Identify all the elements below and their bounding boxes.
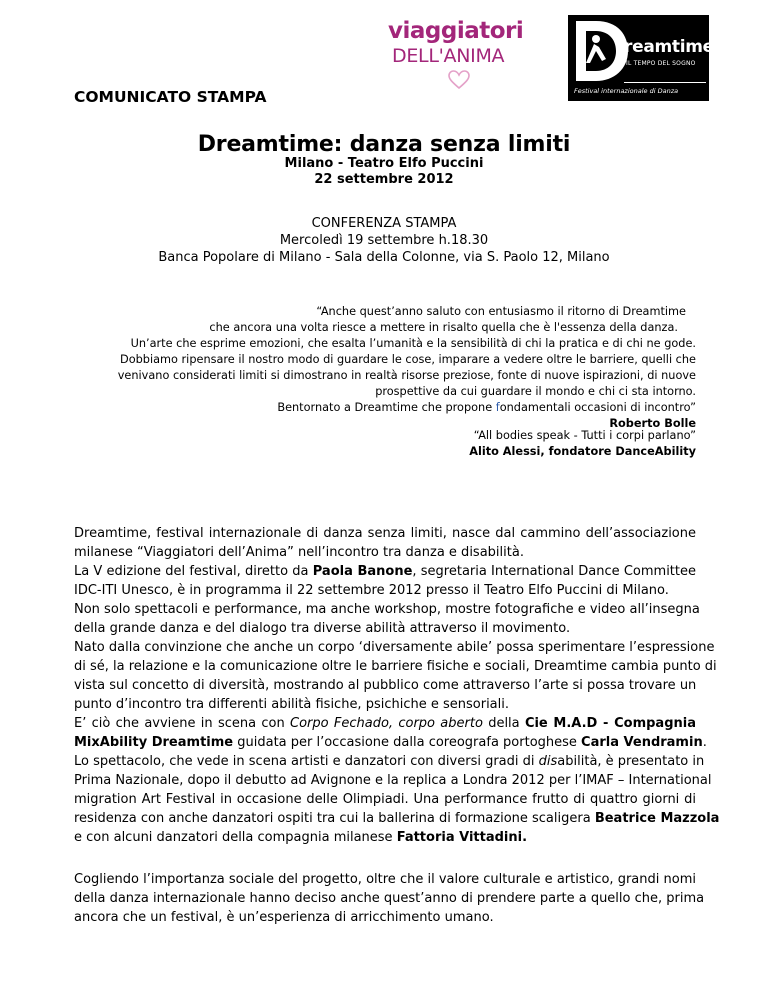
quote-line: “Anche quest’anno saluto con entusiasmo il ritorno di Dreamtime bbox=[316, 305, 686, 318]
quote-alito-alessi bbox=[56, 428, 696, 460]
text-line: Non solo spettacoli e performance, ma anche workshop, mostre fotografiche e video all’insegna bbox=[74, 602, 700, 617]
choreographer-name: Carla Vendramin bbox=[581, 735, 703, 750]
text-line: di sé, la relazione e la comunicazione oltre le barriere fisiche e sociali, Dreamtime cambia punto di bbox=[74, 659, 717, 674]
heart-icon bbox=[448, 70, 470, 90]
quote-line: “All bodies speak - Tutti i corpi parlano” bbox=[473, 429, 696, 442]
press-release-label: COMUNICATO STAMPA bbox=[74, 88, 267, 106]
dancer-name: Beatrice Mazzola bbox=[594, 811, 720, 826]
page-title: Dreamtime: danza senza limiti bbox=[197, 132, 571, 157]
logo-text-bottom: DELL'ANIMA bbox=[392, 45, 505, 67]
quote-line bbox=[56, 400, 696, 416]
text-run: residenza con anche danzatori ospiti tra cui la ballerina di formazione scaligera bbox=[74, 811, 595, 826]
emphasis-text: dis bbox=[538, 754, 558, 769]
show-title: Corpo Fechado, corpo aberto bbox=[290, 716, 483, 731]
text-line bbox=[74, 828, 696, 847]
text-line: Nato dalla convinzione che anche un corpo ‘diversamente abile’ possa sperimentare l’espressione bbox=[74, 640, 715, 655]
dreamtime-logo bbox=[568, 15, 714, 101]
conference-label: CONFERENZA STAMPA bbox=[311, 216, 457, 231]
text-line: Cogliendo l’importanza sociale del progetto, oltre che il valore culturale e artistico, grandi nomi bbox=[74, 872, 696, 887]
text-run: , segretaria International Dance Committee bbox=[412, 564, 696, 579]
quote-roberto-bolle bbox=[56, 304, 696, 432]
quote-author: Roberto Bolle bbox=[609, 417, 696, 430]
quote-line: Un’arte che esprime emozioni, che esalta l’umanità e la sensibilità di chi la pratica e di chi ne gode. bbox=[130, 337, 696, 350]
dreamtime-festival-label: Festival internazionale di Danza bbox=[574, 87, 679, 95]
conference-when: Mercoledì 19 settembre h.18.30 bbox=[279, 233, 489, 248]
text-line bbox=[74, 752, 705, 771]
text-line bbox=[74, 809, 720, 828]
quote-line: prospettive da cui guardare il mondo e chi ci sta intorno. bbox=[375, 385, 696, 398]
text-line: migration Art Festival in occasione delle Olimpiadi. Una performance frutto di quattro giorni di bbox=[74, 792, 696, 807]
text-line: punto d’incontro tra differenti abilità fisiche, psichiche e sensoriali. bbox=[74, 697, 509, 712]
body-paragraph-2 bbox=[74, 870, 705, 927]
quote-line: Dobbiamo ripensare il nostro modo di guardare le cose, imparare a vedere oltre le barriere, quelli che bbox=[120, 353, 696, 366]
text-line: della danza internazionale hanno deciso anche quest’anno di prendere parte a quello che, prima bbox=[74, 891, 705, 906]
conference-where: Banca Popolare di Milano - Sala della Colonne, via S. Paolo 12, Milano bbox=[158, 250, 610, 265]
text-line bbox=[74, 562, 696, 581]
dancer-d-icon bbox=[572, 17, 632, 87]
event-date: 22 settembre 2012 bbox=[314, 172, 454, 187]
text-run: e con alcuni danzatori della compagnia milanese bbox=[74, 830, 397, 845]
text-run: E’ ciò che avviene in scena con bbox=[74, 716, 291, 731]
director-name: Paola Banone bbox=[312, 564, 413, 579]
company-name: MixAbility Dreamtime bbox=[74, 735, 234, 750]
quote-highlight: f bbox=[495, 401, 500, 414]
body-paragraph-1 bbox=[74, 524, 720, 847]
text-line: IDC-ITI Unesco, è in programma il 22 settembre 2012 presso il Teatro Elfo Puccini di Milano. bbox=[74, 583, 669, 598]
event-venue: Milano - Teatro Elfo Puccini bbox=[284, 156, 484, 171]
quote-line: venivano considerati limiti si dimostrano in realtà risorse preziose, fonte di nuove ispirazioni, di nuove bbox=[117, 369, 696, 382]
logo-divider bbox=[624, 82, 706, 83]
text-line: Dreamtime, festival internazionale di danza senza limiti, nasce dal cammino dell’associazione bbox=[74, 526, 696, 541]
text-run: abilità, è presentato in bbox=[557, 754, 705, 769]
quote-line: che ancora una volta riesce a mettere in risalto quella che è l'essenza della danza. bbox=[209, 321, 678, 334]
text-line bbox=[74, 733, 707, 752]
quote-author: Alito Alessi, fondatore DanceAbility bbox=[469, 445, 696, 458]
text-run: . bbox=[702, 735, 707, 750]
dreamtime-subtitle: IL TEMPO DEL SOGNO bbox=[626, 60, 696, 67]
company-name: Fattoria Vittadini. bbox=[396, 830, 528, 845]
text-line: ancora che un festival, è un’esperienza di arricchimento umano. bbox=[74, 910, 494, 925]
text-run: della bbox=[482, 716, 525, 731]
text-run: guidata per l’occasione dalla coreografa portoghese bbox=[233, 735, 582, 750]
quote-text: ondamentali occasioni di incontro” bbox=[499, 401, 696, 414]
text-line bbox=[74, 714, 696, 733]
viaggiatori-dell-anima-logo bbox=[388, 18, 524, 92]
text-run: Lo spettacolo, che vede in scena artisti e danzatori con diversi gradi di bbox=[74, 754, 539, 769]
text-run: La V edizione del festival, diretto da bbox=[74, 564, 313, 579]
text-line: della grande danza e del dialogo tra diverse abilità attraverso il movimento. bbox=[74, 621, 571, 636]
text-line: vista sul concetto di diversità, mostrando al pubblico come attraverso l’arte si possa trovare un bbox=[74, 678, 697, 693]
company-name: Cie M.A.D - Compagnia bbox=[524, 716, 696, 731]
text-line: milanese “Viaggiatori dell’Anima” nell’incontro tra danza e disabilità. bbox=[74, 545, 524, 560]
dreamtime-wordmark: reamtime bbox=[624, 37, 714, 57]
text-line: Prima Nazionale, dopo il debutto ad Avignone e la replica a Londra 2012 per l’IMAF – International bbox=[74, 773, 712, 788]
quote-text: Bentornato a Dreamtime che propone bbox=[277, 401, 496, 414]
logo-text-top: viaggiatori bbox=[388, 18, 524, 44]
